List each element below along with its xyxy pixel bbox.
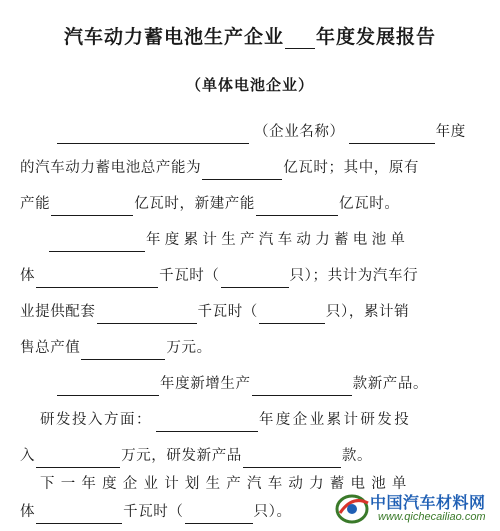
year-blank-p1 [349,126,435,144]
p5-line2: 体 千瓦时（ 只）。 [20,500,480,524]
watermark-name: 中国汽车材料网 [370,495,486,512]
sales-value-blank [81,342,165,360]
p3-line1: 年度新增生产 款新产品。 [20,372,480,396]
p5-line1: 下一年度企业计划生产汽车动力蓄电池单 [40,476,413,492]
year-blank-p2 [49,234,145,252]
watermark-url: www.qichecailiao.com [378,511,486,523]
title-part2: 年度发展报告 [316,26,437,48]
cell-production-count-blank [221,270,289,288]
cell-production-kwh-blank [36,270,158,288]
p4-line1: 研发投入方面： 年度企业累计研发投 [20,408,480,432]
year-blank-p4 [156,414,258,432]
supply-count-blank [259,306,325,324]
p1-line2: 的汽车动力蓄电池总产能为 亿瓦时；其中，原有 [20,156,480,180]
title-part1: 汽车动力蓄电池生产企业 [63,26,284,48]
planned-count-blank [185,506,253,524]
report-subtitle: （单体电池企业） [185,76,314,94]
total-capacity-blank [202,162,282,180]
p1-line3: 产能 亿瓦时，新建产能 亿瓦时。 [20,192,480,216]
report-title [0,22,500,49]
p2-line4: 售总产值 万元。 [20,336,480,360]
new-products-blank [252,378,352,396]
rd-investment-blank [36,450,120,468]
p2-line1: 年度累计生产汽车动力蓄电池单 [20,228,480,252]
p2-line2: 体 千瓦时（ 只）；共计为汽车行 [20,264,480,288]
supply-kwh-blank [97,306,197,324]
watermark-logo [334,489,494,529]
p1-line1: （企业名称） 年度 [20,120,480,144]
rd-products-blank [243,450,341,468]
site-logo-icon [334,489,374,529]
p4-line2: 入 万元，研发新产品 款。 [20,444,480,468]
planned-kwh-blank [36,506,122,524]
year-blank [285,30,315,49]
p2-line3: 业提供配套 千瓦时（ 只），累计销 [20,300,480,324]
year-blank-p3 [57,378,159,396]
existing-capacity-blank [51,198,133,216]
new-capacity-blank [256,198,338,216]
company-name-blank [57,126,249,144]
